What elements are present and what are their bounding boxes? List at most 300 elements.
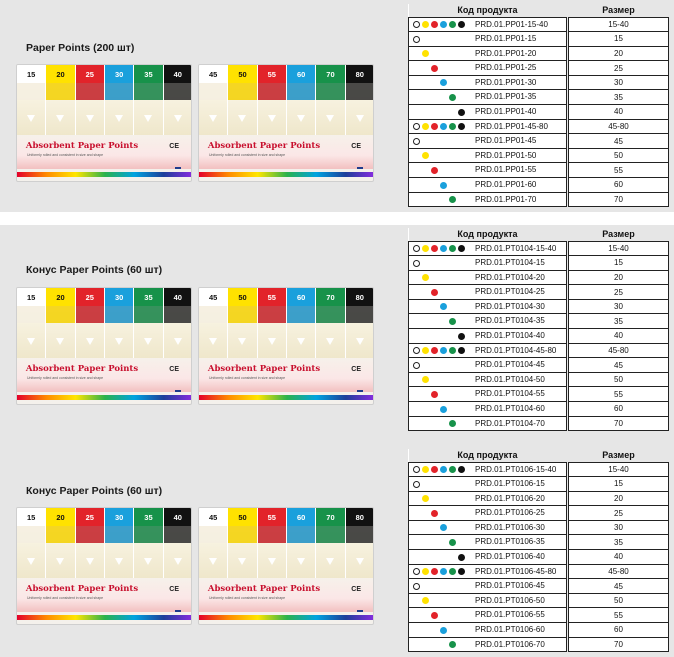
- size-label: 20: [46, 508, 75, 526]
- table-row: [409, 192, 669, 207]
- size-cell: 15-40: [569, 17, 669, 32]
- color-dots: [413, 303, 469, 311]
- taper-badge: [175, 167, 181, 169]
- code-cell: [409, 192, 567, 207]
- product-code: PRD.01.PP01-15: [475, 34, 537, 44]
- size-cell: 45-80: [569, 564, 669, 579]
- color-dot-icon: [422, 376, 429, 383]
- code-cell: [409, 256, 567, 271]
- color-dots: [413, 495, 469, 503]
- color-dot-icon: [449, 539, 456, 546]
- size-label: 20: [46, 288, 75, 306]
- size-label: 50: [228, 508, 257, 526]
- arrow-down-icon: [174, 115, 182, 122]
- table-row: [409, 593, 669, 608]
- paper-point-compartment: [228, 306, 257, 358]
- product-section: [0, 0, 674, 212]
- paper-point-compartment: [228, 526, 257, 578]
- paper-point-compartment: [346, 306, 374, 358]
- arrow-down-icon: [56, 558, 64, 565]
- header-code: Код продукта: [409, 449, 567, 462]
- size-cell: 15: [569, 32, 669, 47]
- code-cell: [409, 387, 567, 402]
- paper-point-tips: [164, 83, 192, 100]
- code-cell: [409, 637, 567, 652]
- color-dots: [413, 361, 469, 369]
- header-size: Размер: [569, 4, 669, 17]
- paper-point-tips: [46, 526, 74, 543]
- rainbow-stripe: [17, 615, 192, 620]
- color-dots: [413, 420, 469, 428]
- code-cell: [409, 299, 567, 314]
- paper-points-compartments: [199, 83, 374, 135]
- table-row: [409, 491, 669, 506]
- color-dot-icon: [422, 597, 429, 604]
- size-label: 45: [199, 288, 228, 306]
- table-row: [409, 579, 669, 594]
- size-cell: 40: [569, 550, 669, 565]
- color-dots: [413, 480, 469, 488]
- color-dots: [413, 166, 469, 174]
- color-dot-icon: [449, 641, 456, 648]
- color-dot-icon: [431, 510, 438, 517]
- ce-mark-icon: CE: [351, 143, 361, 150]
- product-code-table: [408, 449, 669, 652]
- size-cell: 25: [569, 506, 669, 521]
- color-dot-icon: [440, 182, 447, 189]
- product-code: PRD.01.PT0104-70: [475, 418, 545, 428]
- paper-point-compartment: [17, 83, 46, 135]
- color-dot-icon: [440, 21, 447, 28]
- size-cell: 55: [569, 163, 669, 178]
- paper-point-tips: [316, 526, 344, 543]
- arrow-down-icon: [86, 558, 94, 565]
- size-cell: 40: [569, 105, 669, 120]
- size-label: 30: [105, 288, 134, 306]
- table-row: [409, 372, 669, 387]
- code-cell: [409, 402, 567, 417]
- size-label: 40: [164, 288, 192, 306]
- color-dot-icon: [458, 245, 465, 252]
- paper-point-compartment: [105, 306, 134, 358]
- color-dots: [413, 245, 469, 253]
- code-cell: [409, 134, 567, 149]
- color-dots: [413, 611, 469, 619]
- size-label: 25: [76, 508, 105, 526]
- arrow-down-icon: [27, 115, 35, 122]
- table-row: [409, 241, 669, 256]
- size-label: 40: [164, 65, 192, 83]
- paper-point-compartment: [46, 83, 75, 135]
- paper-point-compartment: [346, 526, 374, 578]
- color-dot-icon: [413, 36, 420, 43]
- arrow-down-icon: [209, 115, 217, 122]
- brand-name: Absorbent Paper Points: [25, 364, 139, 374]
- color-dot-icon: [431, 65, 438, 72]
- taper-badge: [357, 610, 363, 612]
- paper-point-tips: [134, 306, 162, 323]
- size-cell: 45-80: [569, 119, 669, 134]
- table-row: [409, 506, 669, 521]
- brand-name: Absorbent Paper Points: [25, 141, 139, 151]
- arrow-down-icon: [356, 338, 364, 345]
- paper-point-tips: [17, 83, 45, 100]
- product-code: PRD.01.PP01-20: [475, 48, 537, 58]
- color-dot-icon: [431, 167, 438, 174]
- code-cell: [409, 32, 567, 47]
- size-label: 70: [316, 508, 345, 526]
- paper-points-compartments: [17, 526, 192, 578]
- arrow-down-icon: [86, 338, 94, 345]
- color-dots: [413, 568, 469, 576]
- taper-badge: [175, 610, 181, 612]
- table-row: [409, 550, 669, 565]
- paper-point-compartment: [258, 526, 287, 578]
- table-row: [409, 163, 669, 178]
- brand-name: Absorbent Paper Points: [207, 141, 321, 151]
- paper-point-compartment: [316, 526, 345, 578]
- header-code: Код продукта: [409, 4, 567, 17]
- color-dot-icon: [413, 481, 420, 488]
- color-dots: [413, 597, 469, 605]
- color-dot-icon: [413, 362, 420, 369]
- paper-point-compartment: [76, 526, 105, 578]
- color-dot-icon: [449, 196, 456, 203]
- size-cell: 45-80: [569, 343, 669, 358]
- table-row: [409, 148, 669, 163]
- brand-subtitle: Uniformly rolled and consistent in size and shape: [27, 596, 104, 600]
- size-cell: 45: [569, 358, 669, 373]
- color-dots: [413, 196, 469, 204]
- table-row: [409, 520, 669, 535]
- size-label: 25: [76, 288, 105, 306]
- paper-point-compartment: [164, 306, 192, 358]
- product-code: PRD.01.PP01-70: [475, 194, 537, 204]
- color-dots: [413, 347, 469, 355]
- color-dot-icon: [449, 21, 456, 28]
- color-dot-icon: [422, 466, 429, 473]
- size-cell: 45: [569, 579, 669, 594]
- arrow-down-icon: [174, 338, 182, 345]
- product-code: PRD.01.PP01-55: [475, 165, 537, 175]
- paper-point-tips: [17, 526, 45, 543]
- product-section: [0, 437, 674, 657]
- size-label: 15: [17, 508, 46, 526]
- product-code: PRD.01.PT0104-20: [475, 272, 545, 282]
- size-cell: 50: [569, 148, 669, 163]
- size-label: 45: [199, 508, 228, 526]
- brand-subtitle: Uniformly rolled and consistent in size and shape: [209, 153, 286, 157]
- arrow-down-icon: [238, 558, 246, 565]
- color-dot-icon: [458, 568, 465, 575]
- color-dot-icon: [413, 21, 420, 28]
- size-label: 70: [316, 288, 345, 306]
- arrow-down-icon: [27, 338, 35, 345]
- size-label: 55: [258, 65, 287, 83]
- paper-point-compartment: [316, 83, 345, 135]
- paper-point-tips: [199, 306, 227, 323]
- color-dot-icon: [422, 495, 429, 502]
- code-cell: [409, 372, 567, 387]
- product-code: PRD.01.PT0106-55: [475, 610, 545, 620]
- arrow-down-icon: [174, 558, 182, 565]
- color-dot-icon: [458, 554, 465, 561]
- arrow-down-icon: [144, 338, 152, 345]
- code-cell: [409, 462, 567, 477]
- arrow-down-icon: [56, 115, 64, 122]
- ce-mark-icon: CE: [351, 366, 361, 373]
- size-cell: 55: [569, 387, 669, 402]
- paper-point-compartment: [134, 306, 163, 358]
- paper-point-compartment: [17, 526, 46, 578]
- paper-point-compartment: [199, 526, 228, 578]
- size-label: 45: [199, 65, 228, 83]
- paper-point-tips: [46, 306, 74, 323]
- table-row: [409, 564, 669, 579]
- color-dot-icon: [413, 123, 420, 130]
- color-dots: [413, 376, 469, 384]
- color-dots: [413, 641, 469, 649]
- color-dot-icon: [449, 347, 456, 354]
- color-dots: [413, 181, 469, 189]
- color-dot-icon: [422, 568, 429, 575]
- brand-subtitle: Uniformly rolled and consistent in size and shape: [27, 376, 104, 380]
- paper-point-compartment: [316, 306, 345, 358]
- color-dots: [413, 79, 469, 87]
- color-dots: [413, 259, 469, 267]
- size-cell: 15-40: [569, 241, 669, 256]
- code-cell: [409, 61, 567, 76]
- arrow-down-icon: [268, 338, 276, 345]
- table-row: [409, 178, 669, 193]
- size-color-bar: [199, 288, 374, 306]
- color-dots: [413, 317, 469, 325]
- product-box-image: [198, 64, 374, 182]
- paper-point-tips: [346, 83, 374, 100]
- taper-badge: [357, 390, 363, 392]
- paper-point-tips: [258, 83, 286, 100]
- table-header: [409, 449, 669, 462]
- brand-name: Absorbent Paper Points: [207, 364, 321, 374]
- size-label: 35: [134, 65, 163, 83]
- color-dot-icon: [431, 289, 438, 296]
- size-cell: 60: [569, 623, 669, 638]
- rainbow-stripe: [199, 615, 374, 620]
- table-row: [409, 535, 669, 550]
- size-color-bar: [17, 288, 192, 306]
- rainbow-stripe: [199, 395, 374, 400]
- size-cell: 70: [569, 192, 669, 207]
- paper-point-tips: [316, 306, 344, 323]
- header-size: Размер: [569, 228, 669, 241]
- paper-point-compartment: [105, 526, 134, 578]
- code-cell: [409, 241, 567, 256]
- color-dot-icon: [449, 318, 456, 325]
- color-dot-icon: [413, 568, 420, 575]
- paper-point-tips: [134, 526, 162, 543]
- product-code: PRD.01.PT0106-70: [475, 639, 545, 649]
- arrow-down-icon: [115, 558, 123, 565]
- product-box-image: [16, 507, 192, 625]
- table-row: [409, 32, 669, 47]
- color-dot-icon: [458, 109, 465, 116]
- arrow-down-icon: [356, 558, 364, 565]
- paper-point-tips: [76, 306, 104, 323]
- product-code: PRD.01.PT0106-25: [475, 508, 545, 518]
- color-dot-icon: [431, 568, 438, 575]
- rainbow-stripe: [17, 172, 192, 177]
- size-label: 80: [346, 508, 374, 526]
- color-dot-icon: [413, 138, 420, 145]
- code-cell: [409, 343, 567, 358]
- code-cell: [409, 314, 567, 329]
- code-cell: [409, 477, 567, 492]
- arrow-down-icon: [326, 558, 334, 565]
- product-code: PRD.01.PT0104-40: [475, 331, 545, 341]
- arrow-down-icon: [268, 115, 276, 122]
- product-box-image: [16, 64, 192, 182]
- table-row: [409, 285, 669, 300]
- arrow-down-icon: [297, 558, 305, 565]
- product-code: PRD.01.PP01-30: [475, 77, 537, 87]
- size-cell: 40: [569, 329, 669, 344]
- color-dot-icon: [440, 627, 447, 634]
- size-cell: 60: [569, 178, 669, 193]
- color-dot-icon: [422, 50, 429, 57]
- color-dots: [413, 274, 469, 282]
- table-row: [409, 119, 669, 134]
- paper-point-tips: [105, 526, 133, 543]
- arrow-down-icon: [297, 115, 305, 122]
- brand-subtitle: Uniformly rolled and consistent in size and shape: [209, 376, 286, 380]
- paper-points-compartments: [199, 306, 374, 358]
- product-code: PRD.01.PT0104-15: [475, 258, 545, 268]
- code-cell: [409, 178, 567, 193]
- size-cell: 30: [569, 520, 669, 535]
- code-cell: [409, 520, 567, 535]
- table-row: [409, 299, 669, 314]
- color-dot-icon: [431, 391, 438, 398]
- product-code-table: [408, 4, 669, 207]
- table-row: [409, 343, 669, 358]
- arrow-down-icon: [209, 338, 217, 345]
- color-dot-icon: [431, 21, 438, 28]
- product-code: PRD.01.PP01-25: [475, 63, 537, 73]
- section-title: Конус Paper Points (60 шт): [26, 485, 163, 497]
- ce-mark-icon: CE: [169, 586, 179, 593]
- product-code: PRD.01.PT0106-35: [475, 537, 545, 547]
- brand-subtitle: Uniformly rolled and consistent in size and shape: [27, 153, 104, 157]
- size-label: 55: [258, 288, 287, 306]
- color-dots: [413, 626, 469, 634]
- paper-point-tips: [134, 83, 162, 100]
- table-row: [409, 402, 669, 417]
- paper-point-compartment: [46, 526, 75, 578]
- code-cell: [409, 105, 567, 120]
- table-row: [409, 46, 669, 61]
- color-dots: [413, 21, 469, 29]
- color-dot-icon: [413, 466, 420, 473]
- product-code: PRD.01.PT0104-15-40: [475, 243, 557, 253]
- table-row: [409, 75, 669, 90]
- color-dots: [413, 64, 469, 72]
- color-dot-icon: [449, 420, 456, 427]
- product-code: PRD.01.PP01-60: [475, 180, 537, 190]
- code-cell: [409, 491, 567, 506]
- code-cell: [409, 46, 567, 61]
- table-row: [409, 477, 669, 492]
- paper-point-tips: [164, 306, 192, 323]
- color-dot-icon: [440, 568, 447, 575]
- code-cell: [409, 623, 567, 638]
- color-dot-icon: [422, 274, 429, 281]
- paper-point-compartment: [105, 83, 134, 135]
- paper-point-compartment: [164, 83, 192, 135]
- code-cell: [409, 163, 567, 178]
- table-row: [409, 623, 669, 638]
- color-dots: [413, 93, 469, 101]
- color-dot-icon: [449, 568, 456, 575]
- color-dot-icon: [440, 245, 447, 252]
- arrow-down-icon: [326, 115, 334, 122]
- color-dots: [413, 123, 469, 131]
- paper-point-compartment: [258, 83, 287, 135]
- code-cell: [409, 270, 567, 285]
- code-cell: [409, 148, 567, 163]
- size-cell: 30: [569, 299, 669, 314]
- product-box-image: [198, 507, 374, 625]
- size-color-bar: [17, 65, 192, 83]
- ce-mark-icon: CE: [169, 366, 179, 373]
- paper-point-tips: [346, 526, 374, 543]
- paper-point-compartment: [76, 306, 105, 358]
- paper-point-tips: [199, 83, 227, 100]
- color-dots: [413, 553, 469, 561]
- size-cell: 35: [569, 314, 669, 329]
- product-code: PRD.01.PT0104-45-80: [475, 345, 557, 355]
- size-label: 60: [287, 288, 316, 306]
- color-dots: [413, 152, 469, 160]
- arrow-down-icon: [209, 558, 217, 565]
- color-dots: [413, 466, 469, 474]
- color-dot-icon: [449, 123, 456, 130]
- product-code: PRD.01.PP01-15-40: [475, 19, 548, 29]
- color-dot-icon: [449, 466, 456, 473]
- product-section: [0, 225, 674, 437]
- paper-point-compartment: [46, 306, 75, 358]
- color-dot-icon: [422, 152, 429, 159]
- size-cell: 50: [569, 372, 669, 387]
- product-code: PRD.01.PT0106-15: [475, 479, 545, 489]
- paper-point-tips: [76, 526, 104, 543]
- table-row: [409, 462, 669, 477]
- size-label: 25: [76, 65, 105, 83]
- size-color-bar: [199, 508, 374, 526]
- paper-point-compartment: [17, 306, 46, 358]
- size-cell: 30: [569, 75, 669, 90]
- color-dots: [413, 288, 469, 296]
- paper-point-compartment: [76, 83, 105, 135]
- size-cell: 20: [569, 46, 669, 61]
- color-dots: [413, 50, 469, 58]
- size-cell: 70: [569, 416, 669, 431]
- paper-point-compartment: [164, 526, 192, 578]
- rainbow-stripe: [17, 395, 192, 400]
- paper-point-tips: [164, 526, 192, 543]
- code-cell: [409, 119, 567, 134]
- table-row: [409, 256, 669, 271]
- product-code: PRD.01.PT0106-60: [475, 625, 545, 635]
